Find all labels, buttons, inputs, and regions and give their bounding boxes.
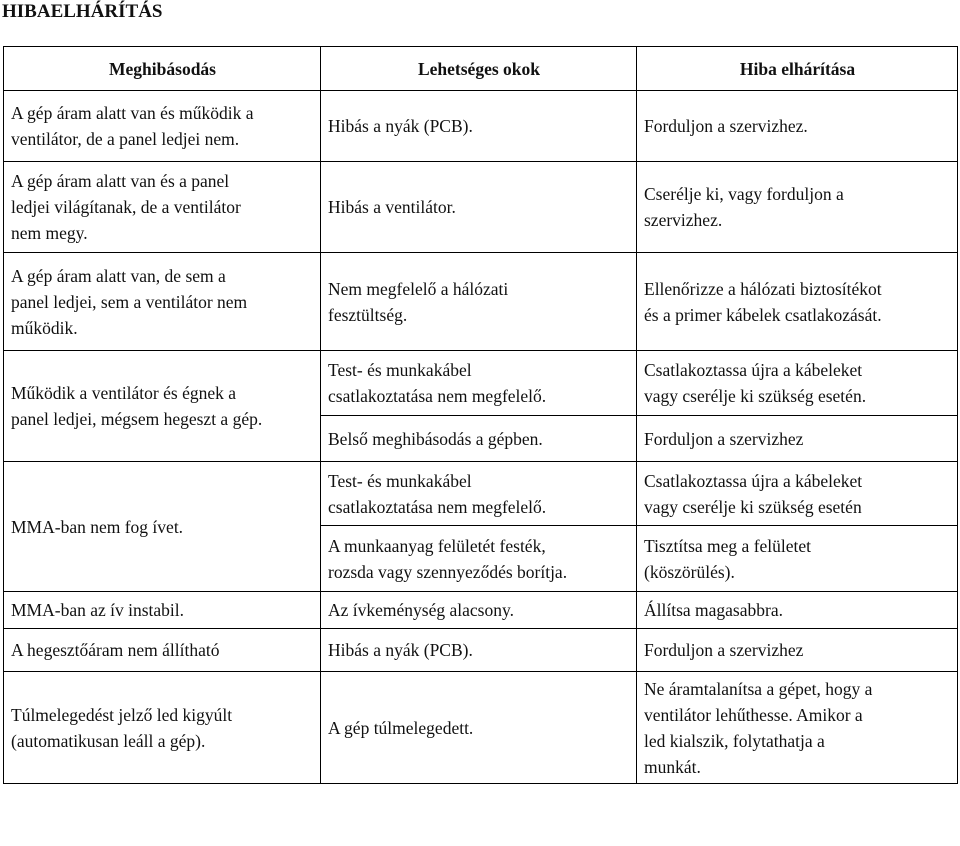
cell-text: Cserélje ki, vagy forduljon a: [644, 184, 844, 204]
header-remedy: Hiba elhárítása: [637, 47, 958, 91]
cell-text: rozsda vagy szennyeződés borítja.: [328, 561, 568, 582]
cell-text: Forduljon a szervizhez: [644, 428, 804, 449]
fault-cell: [4, 162, 321, 253]
cell-text: Ne áramtalanítsa a gépet, hogy a: [644, 678, 873, 699]
cell-text: panel ledjei, mégsem hegeszt a gép.: [11, 409, 263, 429]
table-row: [4, 672, 958, 784]
cell-text: munkát.: [644, 756, 701, 777]
cell-text: Hibás a nyák (PCB).: [328, 640, 473, 660]
cell-text: MMA-ban nem fog ívet.: [11, 516, 184, 537]
cell-text: panel ledjei, sem a ventilátor nem: [11, 291, 248, 312]
table-row: [4, 462, 958, 526]
cell-text: Hibás a ventilátor.: [328, 197, 456, 217]
cell-text: Forduljon a szervizhez: [644, 640, 804, 660]
fault-cell: [4, 351, 321, 462]
remedy-cell: [637, 91, 958, 162]
cell-text: Csatlakoztassa újra a kábeleket: [644, 360, 863, 380]
cause-cell: [321, 416, 637, 462]
cause-cell: [321, 351, 637, 416]
cell-text: Belső meghibásodás a gépben.: [328, 428, 543, 449]
remedy-cell: [637, 416, 958, 462]
cell-text: led kialszik, folytathatja a: [644, 730, 825, 751]
remedy-cell: [637, 592, 958, 629]
fault-cell: [4, 592, 321, 629]
table-row: [4, 162, 958, 253]
troubleshooting-table: [3, 46, 958, 784]
cause-cell: [321, 526, 637, 592]
table-row: [4, 592, 958, 629]
cause-cell: [321, 91, 637, 162]
cell-text: Test- és munkakábel: [328, 360, 472, 380]
cell-text: A munkaanyag felületét festék,: [328, 535, 546, 556]
cell-text: Működik a ventilátor és égnek a: [11, 383, 237, 403]
cell-text: Test- és munkakábel: [328, 470, 472, 491]
cell-text: Ellenőrizze a hálózati biztosítékot: [644, 278, 882, 299]
cell-text: csatlakoztatása nem megfelelő.: [328, 386, 547, 406]
cell-text: A gép áram alatt van és a panel: [11, 171, 230, 191]
cell-text: A gép áram alatt van és működik a: [11, 103, 254, 123]
cell-text: és a primer kábelek csatlakozását.: [644, 304, 882, 325]
cell-text: csatlakoztatása nem megfelelő.: [328, 496, 547, 517]
fault-cell: [4, 462, 321, 592]
remedy-cell: [637, 672, 958, 784]
cell-text: Hibás a nyák (PCB).: [328, 116, 473, 136]
fault-cell: [4, 629, 321, 672]
remedy-cell: [637, 629, 958, 672]
remedy-cell: [637, 253, 958, 351]
table-row: [4, 253, 958, 351]
cell-text: (köszörülés).: [644, 561, 735, 582]
table-row: [4, 629, 958, 672]
table-header-row: [4, 47, 958, 91]
cause-cell: [321, 672, 637, 784]
cell-text: MMA-ban az ív instabil.: [11, 600, 185, 620]
table-row: [4, 91, 958, 162]
cause-cell: [321, 162, 637, 253]
table-row: [4, 351, 958, 416]
cell-text: A gép túlmelegedett.: [328, 717, 474, 738]
cause-cell: [321, 592, 637, 629]
cell-text: működik.: [11, 317, 78, 338]
cell-text: ventilátor lehűthesse. Amikor a: [644, 704, 863, 725]
cell-text: Nem megfelelő a hálózati: [328, 278, 509, 299]
cell-text: vagy cserélje ki szükség esetén.: [644, 386, 867, 406]
cause-cell: [321, 629, 637, 672]
cell-text: szervizhez.: [644, 210, 723, 230]
cell-text: Forduljon a szervizhez.: [644, 116, 808, 136]
cell-text: nem megy.: [11, 223, 88, 243]
cell-text: Tisztítsa meg a felületet: [644, 535, 812, 556]
cell-text: fesztültség.: [328, 304, 408, 325]
cell-text: Túlmelegedést jelző led kigyúlt: [11, 704, 233, 725]
cell-text: ventilátor, de a panel ledjei nem.: [11, 129, 240, 149]
cell-text: A hegesztőáram nem állítható: [11, 640, 220, 660]
cell-text: (automatikusan leáll a gép).: [11, 730, 206, 751]
header-cause: Lehetséges okok: [321, 47, 637, 91]
cell-text: Csatlakoztassa újra a kábeleket: [644, 470, 863, 491]
document-title: HIBAELHÁRÍTÁS: [2, 1, 163, 22]
remedy-cell: [637, 351, 958, 416]
cell-text: A gép áram alatt van, de sem a: [11, 265, 226, 286]
header-fault: Meghibásodás: [4, 47, 321, 91]
cell-text: vagy cserélje ki szükség esetén: [644, 496, 862, 517]
remedy-cell: [637, 526, 958, 592]
remedy-cell: [637, 462, 958, 526]
fault-cell: [4, 91, 321, 162]
cell-text: ledjei világítanak, de a ventilátor: [11, 197, 241, 217]
fault-cell: [4, 253, 321, 351]
cause-cell: [321, 462, 637, 526]
fault-cell: [4, 672, 321, 784]
cell-text: Állítsa magasabbra.: [644, 600, 783, 620]
remedy-cell: [637, 162, 958, 253]
cause-cell: [321, 253, 637, 351]
cell-text: Az ívkeménység alacsony.: [328, 600, 514, 620]
